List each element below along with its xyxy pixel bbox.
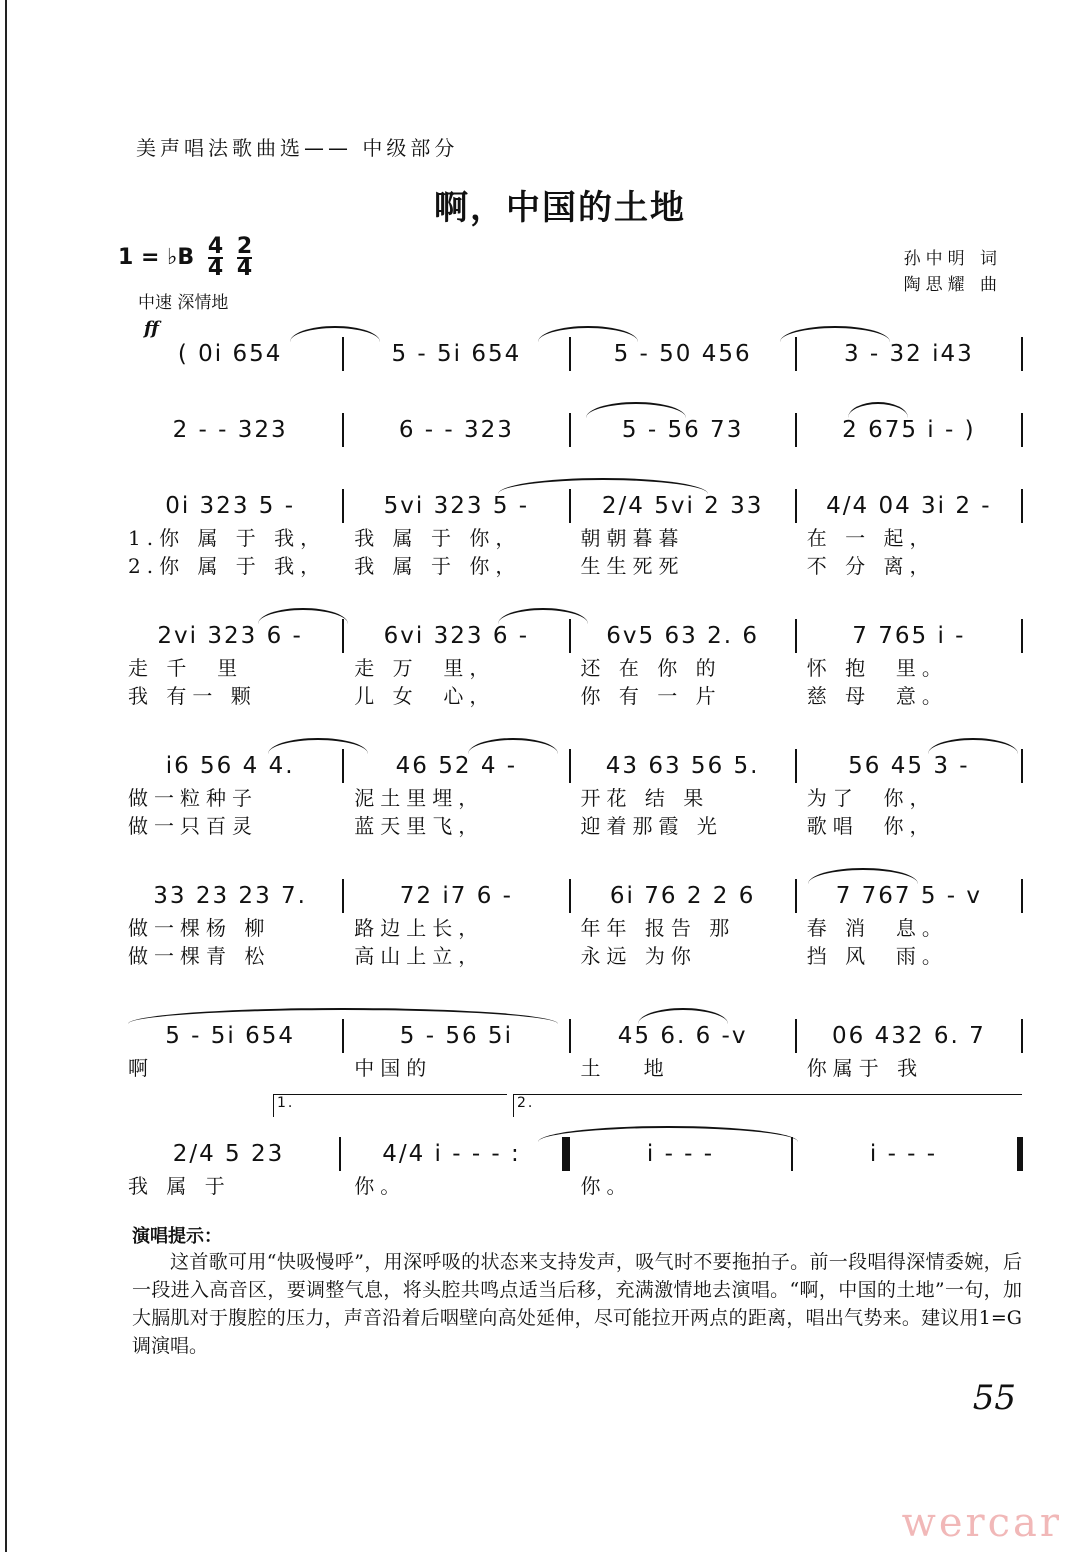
tempo-marking: 中速 深情地 [138,293,229,313]
volta-2: 2. [513,1094,1022,1117]
score-row-4 [118,618,1023,710]
lyrics-verse-2 [118,942,1023,970]
lyric-segment: 走 万 里， [354,656,496,680]
lyric-segment: 歌唱 你， [806,814,936,838]
time2-num: 2 [236,234,253,259]
time1-num: 4 [207,234,224,259]
measure: 06 432 6. 7 [832,1023,986,1049]
measure: 5 - 5i 654 [165,1023,296,1049]
dynamic-marking: ff [144,318,159,339]
measure: 2ⅴi 323 6 - [157,623,303,649]
lyric-segment: 年年 报告 那 [580,916,736,940]
measure: 5 - 56 73 [621,417,744,443]
key-signature [118,234,253,281]
lyric-segment: 走 千 里 [128,656,244,680]
notes-line [118,488,1023,524]
measure: 2/4 5 23 [172,1141,285,1167]
tips-body: 这首歌可用“快吸慢呼”，用深呼吸的状态来支持发声，吸气时不要拖拍子。前一段唱得深情委婉，后一段进入高音区，要调整气息，将头腔共鸣点适当后移，充满激情地去演唱。“啊，中国的土地”一句，加大膈肌对于腹腔的压力，声音沿着后咽壁向高处延伸，尽可能拉开两点的距离，唱出气势来。建议用1=G调演唱。 [132,1251,1022,1357]
slur [538,326,638,342]
lyric-segment: 慈 母 意。 [806,684,948,708]
lyric-segment: 怀 抱 里。 [806,656,948,680]
lyrics-verse-1 [118,784,1023,812]
lyric-segment: 1.你 属 于 我， [128,526,327,550]
lyric-segment: 我 有一 颗 [128,684,257,708]
lyric-segment: 蓝天里飞， [354,814,485,838]
measure: 6ⅴi 323 6 - [383,623,530,649]
measure: i - - - [646,1141,715,1167]
lyric-segment: 我 属 于 你， [354,554,522,578]
slur [128,1008,558,1024]
lyricist-credit: 孙中明 词 [903,249,1002,269]
barline [1021,879,1023,913]
lyric-segment: 还 在 你 的 [580,656,722,680]
lyric-segment: 我 属 于 [128,1174,231,1198]
barline [1021,749,1023,783]
measure: 43 63 56 5. [605,753,760,779]
notes-line [118,618,1023,654]
lyric-segment: 永远 为你 [580,944,697,968]
slur [258,608,348,624]
lyrics-verse-2 [118,682,1023,710]
lyric-segment: 做一棵青 松 [128,944,271,968]
lyric-segment: 你 有 一 片 [580,684,722,708]
measure: 72 i7 6 - [399,883,513,909]
lyric-segment: 生生死死 [580,554,685,578]
lyrics-verse-1 [118,1172,1023,1200]
lyrics-verse-1 [118,654,1023,682]
slur [468,738,558,754]
lyric-segment: 为了 你， [806,786,936,810]
notes-line [118,1095,1023,1172]
lyric-segment: 2.你 属 于 我， [128,554,327,578]
time1-den: 4 [207,256,224,281]
measure: 2/4 5ⅴi 2 33 [601,493,764,519]
slur [780,326,890,342]
lyric-segment: 土 地 [580,1056,670,1080]
slur [498,478,708,494]
measure: i6 56 4 4. [165,753,295,779]
lyric-segment: 你属于 我 [806,1056,924,1080]
series-heading: 美声唱法歌曲选—— 中级部分 [136,136,459,160]
lyric-segment: 做一棵杨 柳 [128,916,271,940]
measure: 0i 323 5 - [165,493,296,519]
measure: 56 45 3 - [848,753,970,779]
lyric-segment: 做一只百灵 [128,814,258,838]
measure: ( 0i 654 [177,341,283,367]
lyric-segment: 朝朝暮暮 [580,526,685,550]
lyric-segment: 中国的 [354,1056,433,1080]
lyric-segment: 不 分 离， [806,554,936,578]
measure: 45 6. 6 -ⅴ [617,1023,748,1049]
barline [1021,337,1023,371]
measure: 5 - 56 5i [399,1023,513,1049]
notes-line [118,1018,1023,1054]
measure: 6ⅴ5 63 2. 6 [606,623,759,649]
slur [586,402,686,418]
slur [498,608,588,624]
barline [1021,413,1023,447]
measure: 2 - - 323 [172,417,288,443]
measure: 6 - - 323 [398,417,514,443]
repeat-barline [562,1137,570,1171]
lyric-segment: 挡 风 雨。 [806,944,948,968]
lyrics-verse-1 [118,524,1023,552]
measure: 4/4 i - - - : [382,1141,521,1167]
tips-heading: 演唱提示： [132,1226,222,1247]
measure: 7 765 i - [852,623,966,649]
lyrics-verse-1 [118,914,1023,942]
barline [1021,619,1023,653]
barline [1021,1019,1023,1053]
measure: 5 - 50 456 [613,341,752,367]
lyric-segment: 你。 [580,1174,633,1198]
lyrics-verse-2 [118,552,1023,580]
measure: 6i 76 2 2 6 [609,883,756,909]
lyric-segment: 做一粒种子 [128,786,258,810]
lyric-segment: 路边上长， [354,916,485,940]
lyric-segment: 迎着那霞 光 [580,814,723,838]
time2-den: 4 [236,256,253,281]
measure: 7 767 5 - ⅴ [835,883,983,909]
measure: 3 - 32 i43 [843,341,974,367]
notes-line [118,878,1023,914]
slur [848,402,908,418]
song-title: 啊，中国的土地 [434,188,686,228]
measure: i - - - [869,1141,938,1167]
watermark: wercar [901,1500,1062,1546]
final-barline [1017,1137,1023,1171]
time-signature-2 [236,234,253,281]
measure: 2 675 i - ) [842,417,976,443]
lyric-segment: 春 消 息。 [806,916,948,940]
score-row-5 [118,748,1023,840]
measure: 5ⅴi 323 5 - [383,493,530,519]
lyric-segment: 高山上立， [354,944,485,968]
lyrics-verse-2 [118,812,1023,840]
lyric-segment: 儿 女 心， [354,684,496,708]
notes-line [118,412,1023,448]
slur [808,868,918,884]
time-signature-1 [207,234,224,281]
measure: 4/4 04 3i 2 - [826,493,992,519]
slur [290,326,380,342]
measure: 33 23 23 7. [153,883,307,909]
tie [538,1126,798,1142]
score-row-3 [118,488,1023,580]
score-row-6 [118,878,1023,970]
page-number: 55 [972,1378,1016,1418]
binding-line [5,0,7,1552]
lyric-segment: 你。 [354,1174,407,1198]
notes-line [118,748,1023,784]
lyric-segment: 开花 结 果 [580,786,710,810]
barline [1021,489,1023,523]
measure: 5 - 5i 654 [391,341,522,367]
notes-line [118,336,1023,372]
key-label: 1 = ♭B [118,245,195,270]
score-row-1 [118,336,1023,372]
slur [638,1008,728,1024]
score-row-2 [118,412,1023,448]
score-row-7 [118,1018,1023,1082]
lyrics-verse-1 [118,1054,1023,1082]
lyric-segment: 啊 [128,1056,154,1080]
score-row-8 [118,1095,1023,1200]
slur [928,738,1018,754]
lyric-segment [797,1172,1023,1200]
volta-1: 1. [273,1094,507,1117]
lyric-segment: 我 属 于 你， [354,526,522,550]
lyric-segment: 泥土里埋， [354,786,485,810]
composer-credit: 陶思耀 曲 [903,275,1002,295]
lyric-segment: 在 一 起， [806,526,936,550]
measure: 46 52 4 - [395,753,518,779]
slur [268,738,368,754]
